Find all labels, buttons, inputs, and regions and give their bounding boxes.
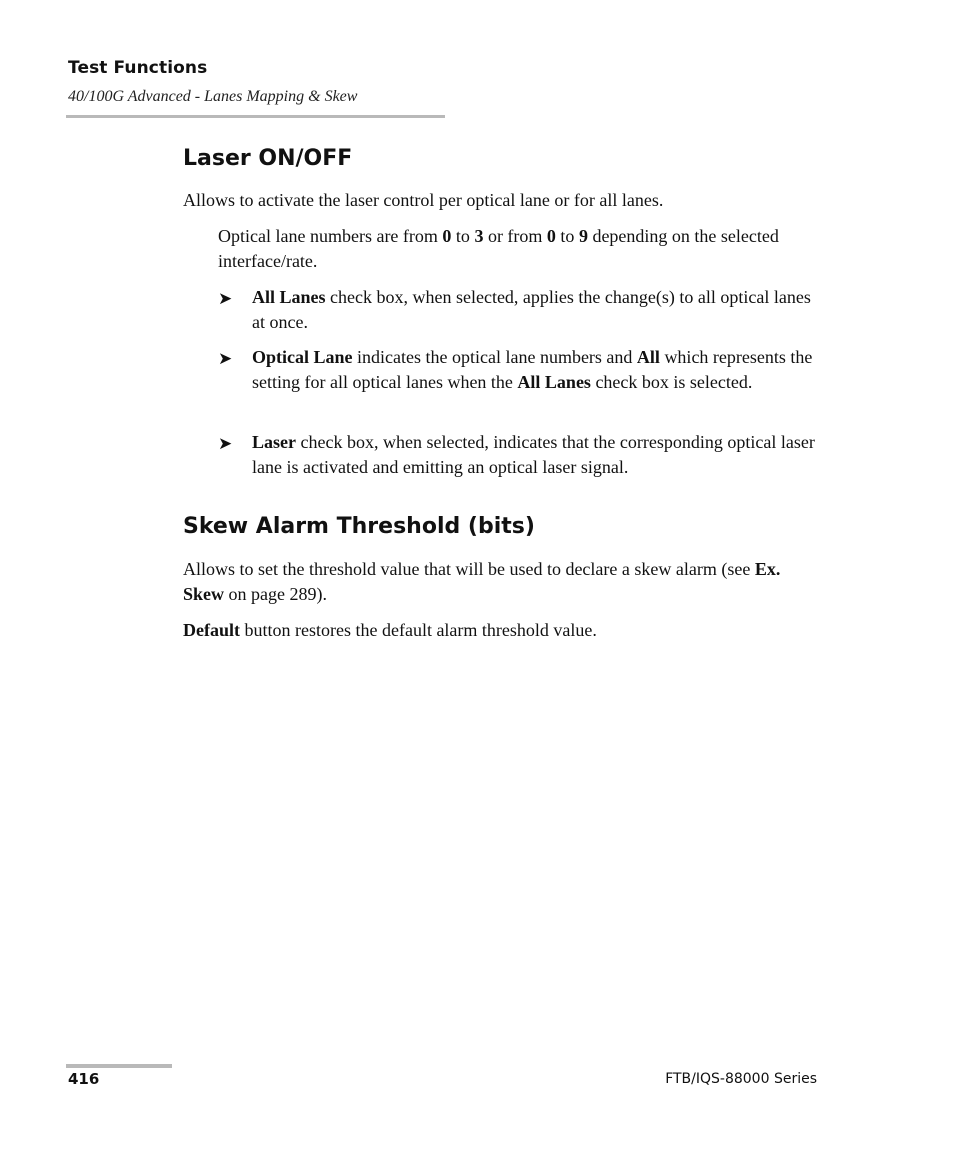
skew-intro: Allows to set the threshold value that will be used to declare a skew alarm (see Ex. Skew on page 289). [183, 559, 781, 604]
bullet-text: Optical Lane indicates the optical lane numbers and All which represents the setting for all optical lanes when the All Lanes check box is selected. [252, 347, 813, 392]
laser-heading: Laser ON/OFF [183, 146, 353, 171]
bullet-text: Laser check box, when selected, indicates that the corresponding optical laser lane is activated and emitting an optical laser signal. [252, 432, 815, 477]
product-series: FTB/IQS-88000 Series [665, 1071, 817, 1087]
arrow-bullet-icon: ➤ [218, 349, 233, 368]
arrow-bullet-icon: ➤ [218, 289, 233, 308]
subsection-title: 40/100G Advanced - Lanes Mapping & Skew [68, 88, 358, 105]
section-title: Test Functions [68, 58, 208, 78]
lane-numbers-note: Optical lane numbers are from 0 to 3 or from 0 to 9 depending on the selected interface/rate. [218, 226, 779, 271]
arrow-bullet-icon: ➤ [218, 434, 233, 453]
header-divider [66, 115, 445, 118]
skew-heading: Skew Alarm Threshold (bits) [183, 514, 535, 539]
page-number: 416 [68, 1070, 100, 1088]
default-button-note: Default button restores the default alarm threshold value. [183, 620, 597, 640]
footer-divider [66, 1064, 172, 1068]
laser-intro: Allows to activate the laser control per optical lane or for all lanes. [183, 190, 664, 210]
bullet-text: All Lanes check box, when selected, applies the change(s) to all optical lanes at once. [252, 287, 811, 332]
